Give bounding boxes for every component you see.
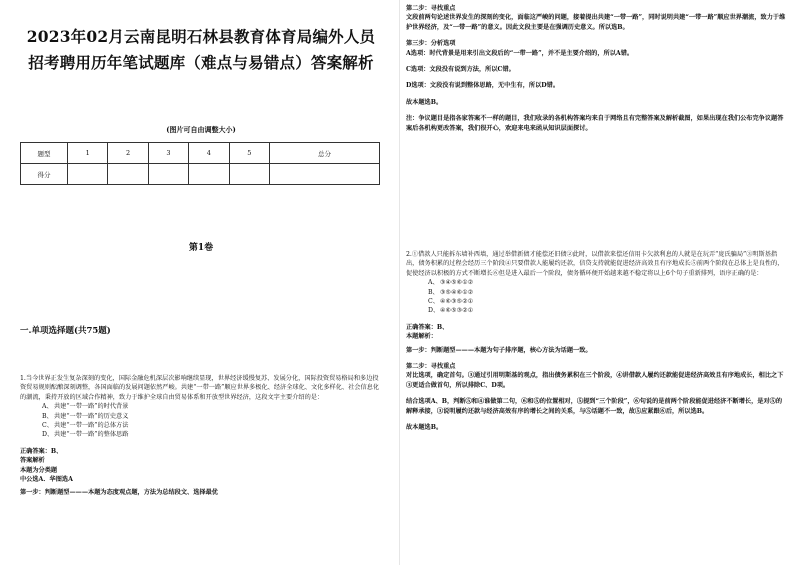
step-2-text: 文段前两句论述世界发生的深刻的变化，面临这严峻的问题，接着提出共建“一带一路”，同时说明共建“一带一路”顺应世界潮流，致力于维护世界经济，及“一带一路”的意义。因此文段主要是在强调历史意义。所以选B。 bbox=[406, 14, 786, 31]
option-letter: A、 bbox=[42, 403, 53, 411]
score-table-header-row bbox=[21, 143, 380, 164]
score-cell bbox=[189, 164, 229, 185]
option-letter: B、 bbox=[42, 412, 53, 420]
question-1 bbox=[20, 374, 380, 498]
score-cell: 得分 bbox=[21, 164, 68, 185]
option bbox=[406, 278, 786, 287]
score-cell: 2 bbox=[108, 143, 148, 164]
score-cell: 5 bbox=[229, 143, 269, 164]
analysis-d: D选项：文段没有说到整体思路，无中生有，所以D错。 bbox=[406, 82, 560, 90]
step-1: 第一步：判断题型———本题为句子排序题，核心方法为话题一致。 bbox=[406, 346, 592, 354]
option bbox=[20, 402, 380, 411]
analysis-c: C选项：文段没有说到方法，所以C错。 bbox=[406, 66, 515, 74]
score-cell: 3 bbox=[148, 143, 188, 164]
score-cell bbox=[108, 164, 148, 185]
step-3-text: 结合选项A、B，判断⑤和④谁做第二句，⑥和⑤的位置相对，⑤提到“三个阶段”，⑥句说的是前两个阶段能促进经济不断增长，是对⑤的解释承接，③说明履约还款与经济高效有序的增长之间的关系，与⑤话题不一致，故⑤应紧跟⑥后，所以选B。 bbox=[406, 398, 783, 415]
q1-explanation-continued bbox=[406, 4, 786, 133]
option-text: 共建“一带一路”的历史意义 bbox=[54, 412, 129, 420]
score-table bbox=[20, 142, 380, 185]
score-cell: 4 bbox=[189, 143, 229, 164]
option-text: ③④⑤⑥①② bbox=[440, 279, 474, 287]
option bbox=[406, 306, 786, 315]
option-text: 共建“一带一路”的整体思路 bbox=[54, 431, 129, 439]
q1-final-answer: 故本题选B。 bbox=[406, 98, 443, 106]
option-text: ③⑤④⑥①② bbox=[440, 288, 474, 296]
question-stem: 1.当今世界正发生复杂深刻的变化，国际金融危机深层次影响继续显现，世界经济缓慢复苏、发展分化，国际投资贸易格局和多边投资贸易规则酝酿深刻调整，各国面临的发展问题依然严峻。共建“一带一路”顺应世界多极化、经济全球化、文化多样化、社会信息化的潮流，秉持开放的区域合作精神，致力于维护全球自由贸易体系和开放型世界经济，这段文字主要介绍的是： bbox=[20, 375, 380, 401]
question-2 bbox=[406, 250, 786, 433]
score-table-score-row bbox=[21, 164, 380, 185]
analysis-a: A选项：时代背景是用来引出文段后的“一带一路”，并不是主要介绍的，所以A错。 bbox=[406, 49, 634, 57]
option bbox=[20, 412, 380, 421]
option bbox=[20, 430, 380, 439]
q2-final-answer: 故本题选B。 bbox=[406, 424, 443, 432]
dispute-notice: 注：争议题目是指各家答案不一样的题目，我们收录的各机构答案均来自于网络且有完整答案及解析截图，如果出现在我们公布完争议题答案后各机构更改答案，我们很开心，欢迎来电来函从知识层面探讨。 bbox=[406, 115, 784, 132]
right-page bbox=[400, 0, 800, 565]
option bbox=[406, 288, 786, 297]
step-2-text: 对比选项，确定首句。③通过引用明斯基的观点，指出债务累积在三个阶段，④讲借款人履约还款能促进经济高效且有序地成长，相比之下③更适合做首句，所以排除C、D项。 bbox=[406, 372, 784, 389]
score-cell: 题型 bbox=[21, 143, 68, 164]
option bbox=[406, 297, 786, 306]
score-cell bbox=[229, 164, 269, 185]
score-cell bbox=[68, 164, 108, 185]
option-letter: B、 bbox=[428, 288, 439, 296]
option-text: ④⑥③⑤②① bbox=[440, 298, 474, 306]
section-heading: 一.单项选择题(共75题) bbox=[20, 326, 111, 336]
option-letter: D、 bbox=[42, 431, 54, 439]
option-letter: C、 bbox=[428, 298, 439, 306]
score-cell bbox=[269, 164, 379, 185]
option-text: 共建“一带一路”的总体方法 bbox=[54, 422, 129, 430]
score-cell bbox=[148, 164, 188, 185]
step-2-label: 第二步：寻找重点 bbox=[406, 363, 456, 371]
answer: 正确答案：B、 bbox=[20, 447, 63, 455]
volume-heading: 第1卷 bbox=[188, 243, 214, 253]
option-text: ④⑥⑤③②① bbox=[440, 307, 474, 315]
option-letter: C、 bbox=[42, 422, 53, 430]
explanation-title: 本题解析： bbox=[406, 333, 437, 341]
question-stem: 2.①借款人只能拆东墙补西墙，通过举借新债才能偿还旧债②此时，以借款来偿还信用卡欠款利息的人就是在玩弄“庞氏骗局”③明斯基指出，债务积累的过程会经历三个阶段④只要借款人能履约还款，信贷支持就能促进经济高效且有序地成长⑤前两个阶段在总体上是良性的，促使经济以积极的方式不断增长⑥但是进入最后一个阶段，债务循环便开始越来越不稳定将以上6个句子重新排列，语序正确的是： bbox=[406, 251, 784, 277]
answer: 正确答案：B、 bbox=[406, 323, 449, 331]
image-note: (图片可自由调整大小) bbox=[166, 125, 236, 134]
step-1: 第一步：判断题型———本题为态度观点题，方法为总结段文、选择最优 bbox=[20, 489, 218, 497]
step-3-label: 第三步：分析选项 bbox=[406, 40, 456, 48]
option bbox=[20, 421, 380, 430]
explanation-title: 答案解析 bbox=[20, 457, 45, 465]
option-text: 共建“一带一路”的时代背景 bbox=[54, 403, 129, 411]
score-cell: 总分 bbox=[269, 143, 379, 164]
question-type-line: 本题为分类题 bbox=[20, 466, 58, 474]
score-cell: 1 bbox=[68, 143, 108, 164]
public-answer-line: 中公选A．华图选A bbox=[20, 476, 73, 484]
option-letter: A、 bbox=[428, 279, 439, 287]
document-title: 2023年02月云南昆明石林县教育体育局编外人员招考聘用历年笔试题库（难点与易错点）答案解析 bbox=[26, 27, 376, 72]
step-2-label: 第二步：寻找重点 bbox=[406, 5, 456, 12]
option-letter: D、 bbox=[428, 307, 440, 315]
